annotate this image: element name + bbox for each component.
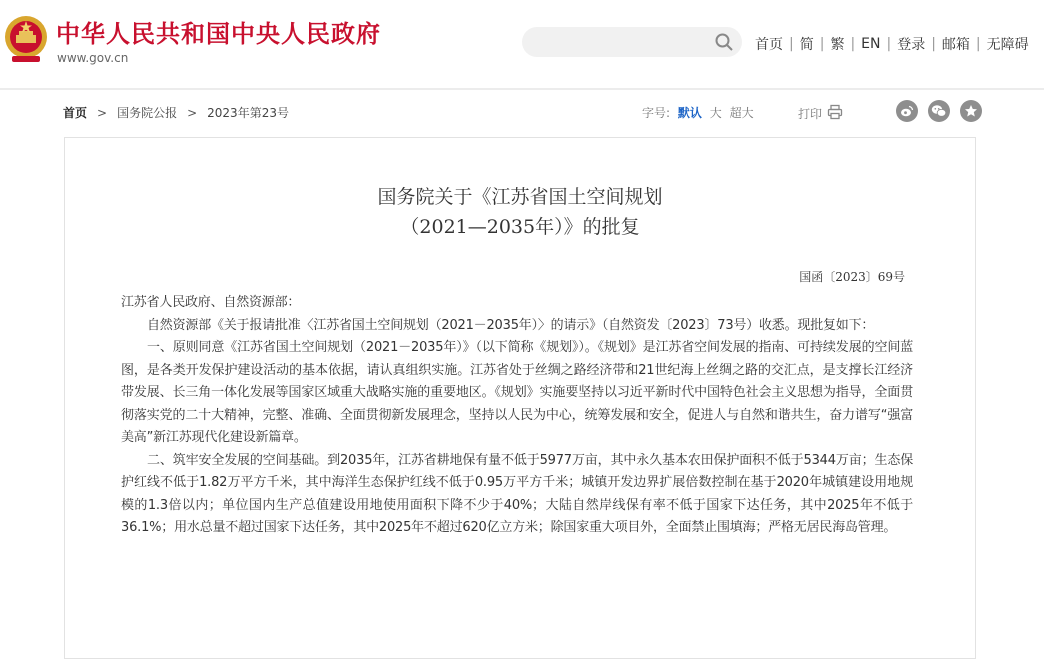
header-divider [0,88,1044,90]
font-size-default[interactable]: 默认 [677,106,702,120]
favorite-icon[interactable] [960,100,982,122]
paragraph: 自然资源部《关于报请批准〈江苏省国土空间规划（2021－2035年）〉的请示》（自然资发〔2023〕73号）收悉。现批复如下： [147,317,875,333]
breadcrumb-gazette[interactable]: 国务院公报 [117,106,178,120]
weibo-icon[interactable] [896,100,918,122]
nav-separator: | [819,36,825,52]
font-size-large[interactable]: 大 [709,106,722,120]
nav-separator: | [886,36,892,52]
nav-separator: | [931,36,936,52]
breadcrumb-home[interactable]: 首页 [63,106,88,120]
printer-icon [822,104,843,123]
site-title[interactable]: 中华人民共和国中央人民政府 [56,19,381,48]
breadcrumb-bar [63,100,976,126]
nav-separator: | [789,36,794,52]
wechat-icon[interactable] [928,100,950,122]
nav-accessibility[interactable]: 无障碍 [986,37,1029,53]
font-size-xlarge[interactable]: 超大 [729,106,754,120]
article-panel [64,137,976,659]
document-number: 国函〔2023〕69号 [799,270,905,284]
site-url: www.gov.cn [57,51,129,65]
article-body [121,292,913,540]
search-input[interactable] [522,27,742,57]
page-title [65,182,975,242]
print-button[interactable] [798,104,843,123]
nav-separator: | [975,36,981,52]
nav-mail[interactable]: 邮箱 [941,37,970,53]
chevron-right-icon: > [97,105,108,120]
salutation: 江苏省人民政府、自然资源部： [121,295,301,310]
title-line-2: （2021—2035年）》的批复 [400,216,640,238]
breadcrumb-issue[interactable]: 2023年第23号 [207,106,289,120]
chevron-right-icon: > [187,105,198,120]
national-emblem-icon[interactable] [2,13,50,65]
search-icon[interactable] [714,32,734,52]
nav-english[interactable]: EN [861,36,881,52]
font-size-label: 字号: [642,106,671,120]
top-nav [755,34,1029,54]
nav-login[interactable]: 登录 [897,37,926,53]
nav-home[interactable]: 首页 [755,37,783,53]
nav-separator: | [850,36,856,52]
nav-simplified[interactable]: 简 [799,37,814,53]
paragraph: 二、筑牢安全发展的空间基础。到2035年，江苏省耕地保有量不低于5977万亩，其中永久基本农田保护面积不低于5344万亩；生态保护红线不低于1.82万平方千米，其中海洋生态保护红线不低于0.95万平方千米；城镇开发边界扩展倍数控制在基于2020年城镇建设用地规模的1.3倍以内；单位国内生产总值建设用地使用面积下降不少于40%；大陆自然岸线保有率不低于国家下达任务，其中2025年不低于36.1%；用水总量不超过国家下达任务，其中2025年不超过620亿立方米；除国家重大项目外，全面禁止围填海；严格无居民海岛管理。 [121,452,913,535]
font-size-switcher [642,104,754,121]
site-header [0,0,1044,88]
title-line-1: 国务院关于《江苏省国土空间规划 [377,186,663,208]
print-label: 打印 [798,107,823,121]
nav-traditional[interactable]: 繁 [830,37,845,53]
breadcrumb [63,104,289,121]
paragraph: 一、原则同意《江苏省国土空间规划（2021－2035年）》（以下简称《规划》）。《规划》是江苏省空间发展的指南、可持续发展的空间蓝图，是各类开发保护建设活动的基本依据，请认真组织实施。江苏省处于丝绸之路经济带和21世纪海上丝绸之路的交汇点，是支撑长江经济带发展、长三角一体化发展等国家区域重大战略实施的重要地区。《规划》实施要坚持以习近平新时代中国特色社会主义思想为指导，全面贯彻落实党的二十大精神，完整、准确、全面贯彻新发展理念，坚持以人民为中心，统筹发展和安全，促进人与自然和谐共生，奋力谱写“强富美高”新江苏现代化建设新篇章。 [121,340,913,445]
share-icons [886,100,982,122]
